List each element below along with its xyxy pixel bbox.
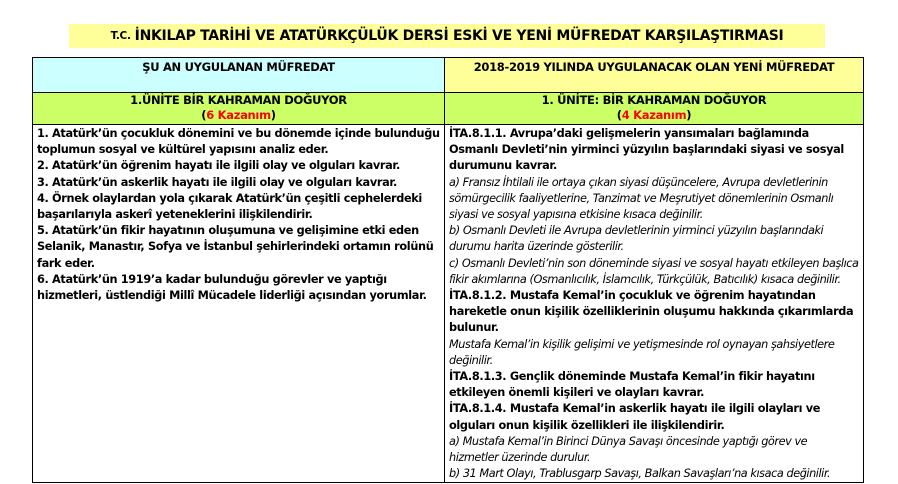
paren-close: ) [270, 108, 276, 122]
new-unit-count [445, 108, 863, 123]
current-unit-title: 1.ÜNİTE BİR KAHRAMAN DOĞUYOR [130, 93, 347, 107]
page-title [69, 24, 825, 48]
explanation-note: b) Osmanlı Devleti ile Avrupa devletlerinin yirminci yüzyılın başlarındaki durumu harita üzerinde gösterilir. [449, 224, 824, 254]
unit-row [33, 93, 864, 125]
explanation-note: Mustafa Kemal’in kişilik gelişimi ve yetişmesinde rol oynayan şahsiyetlere değinilir. [449, 337, 835, 367]
current-unit-cell [33, 93, 445, 125]
new-unit-cell [445, 93, 864, 125]
new-outcome-ita-8-1-2: İTA.8.1.2. Mustafa Kemal’in çocukluk ve öğrenim hayatından hareketle onun kişilik özelliklerinin oluşumu hakkında çıkarımlarda bulunur. [449, 289, 854, 335]
current-unit-count [33, 108, 444, 123]
paren-open: ( [616, 108, 622, 122]
current-kazanim-count: 6 Kazanım [206, 108, 271, 122]
current-outcome-5: 5. Atatürk’ün fikir hayatının oluşumuna ve gelişimine etki eden Selanik, Manastır, Sofya ve İstanbul şehirlerindeki ortamın rolünü fark eder. [37, 224, 434, 270]
current-outcome-1: 1. Atatürk’ün çocukluk dönemini ve bu dönemde içinde bulunduğu toplumun sosyal ve kültürel yapısını analiz eder. [37, 127, 440, 157]
current-curriculum-header: ŞU AN UYGULANAN MÜFREDAT [33, 58, 445, 93]
explanation-note: a) Fransız İhtilali ile ortaya çıkan siyasi düşüncelere, Avrupa devletlerinin sömürgecilik faaliyetlerine, Tanzimat ve Meşrutiyet dönemlerinin Osmanlı siyasi ve sosyal yapısına etkisine kısaca değinilir. [449, 175, 834, 222]
curriculum-comparison-table [32, 57, 864, 483]
new-unit-title: 1. ÜNİTE: BİR KAHRAMAN DOĞUYOR [541, 93, 767, 107]
title-text: İNKILAP TARİHİ VE ATATÜRKÇÜLÜK DERSİ ESKİ VE YENİ MÜFREDAT KARŞILAŞTIRMASI [134, 28, 784, 44]
title-prefix: T.C. [110, 30, 131, 42]
header-row [33, 58, 864, 93]
current-outcome-6: 6. Atatürk’ün 1919’a kadar bulunduğu görevler ve yaptığı hizmetleri, üstlendiği Millî Mücadele liderliği açısından yorumlar. [37, 272, 427, 303]
explanation-note: b) 31 Mart Olayı, Trablusgarp Savaşı, Balkan Savaşları’na kısaca değinilir. [449, 467, 831, 481]
explanation-note: c) Osmanlı Devleti’nin son döneminde siyasi ve sosyal hayatı etkileyen başlıca fikir akımlarına (Osmanlıcılık, İslamcılık, Türkçülük, Batıcılık) kısaca değinilir. [449, 256, 859, 286]
current-outcomes-cell [33, 125, 445, 483]
current-outcome-2: 2. Atatürk’ün öğrenim hayatı ile ilgili olay ve olguları kavrar. [37, 159, 400, 173]
new-outcome-ita-8-1-3: İTA.8.1.3. Gençlik döneminde Mustafa Kemal’in fikir hayatını etkileyen önemli kişileri ve olayları kavrar. [449, 370, 815, 400]
explanation-note: a) Mustafa Kemal’in Birinci Dünya Savaşı öncesinde yaptığı görev ve hizmetler üzerinde durulur. [449, 434, 808, 465]
new-curriculum-header: 2018-2019 YILINDA UYGULANACAK OLAN YENİ MÜFREDAT [445, 58, 864, 93]
paren-close: ) [686, 108, 692, 122]
new-kazanim-count: 4 Kazanım [621, 108, 687, 122]
paren-open: ( [201, 108, 207, 122]
new-outcome-ita-8-1-1: İTA.8.1.1. Avrupa’daki gelişmelerin yansımaları bağlamında Osmanlı Devleti’nin yirminci yüzyılın başlarındaki siyasi ve sosyal durumunu kavrar. [449, 127, 844, 173]
new-outcome-ita-8-1-4: İTA.8.1.4. Mustafa Kemal’in askerlik hayatı ile ilgili olayları ve olguları onun kişilik özellikleri ile ilişkilendirir. [449, 402, 821, 432]
current-outcome-4: 4. Örnek olaylardan yola çıkarak Atatürk’ün çeşitli cephelerdeki başarılarıyla askerî yeteneklerini ilişkilendirir. [37, 191, 422, 222]
new-outcomes-cell [445, 125, 864, 483]
content-row [33, 125, 864, 483]
current-outcome-3: 3. Atatürk’ün askerlik hayatı ile ilgili olay ve olguları kavrar. [37, 175, 397, 189]
